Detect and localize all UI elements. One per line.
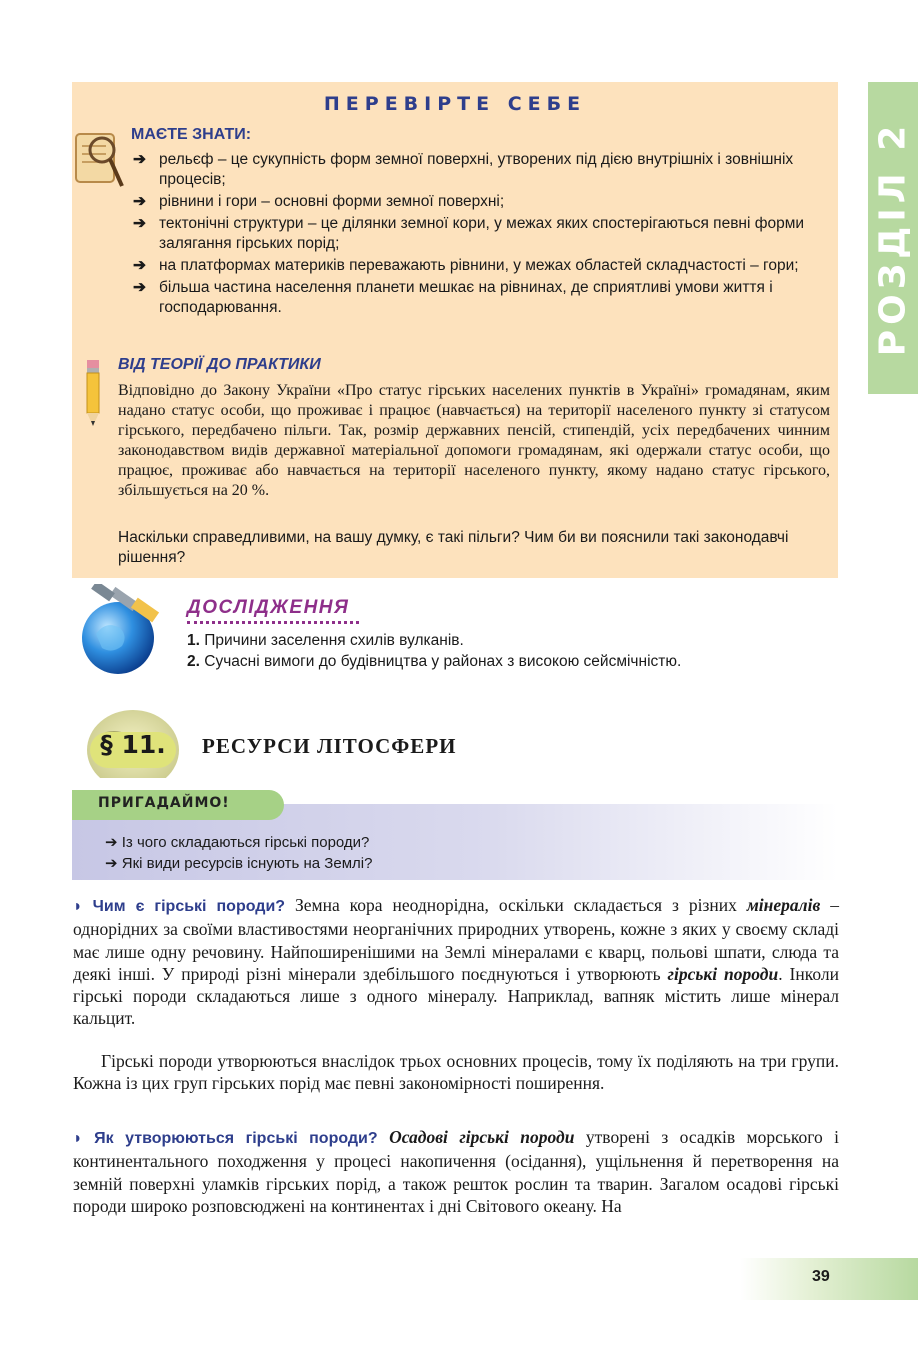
must-know-list	[131, 150, 831, 320]
list-item: ➔ більша частина населення планети мешкає на рівнинах, де сприятливі умови життя і господарювання.	[133, 279, 773, 316]
page-number: 39	[812, 1268, 830, 1285]
research-heading: ДОСЛІДЖЕННЯ	[187, 597, 350, 618]
list-item: ➔ рельєф – це сукупність форм земної поверхні, утворених під дією внутрішніх і зовнішніх процесів;	[133, 151, 794, 188]
body-paragraph-2: Гірські породи утворюються внаслідок трьох основних процесів, тому їх поділяють на три групи. Кожна із цих груп гірських порід має певні закономірності поширення.	[73, 1051, 839, 1094]
theory-practice-question: Наскільки справедливими, на вашу думку, є такі пільги? Чим би ви пояснили такі законодавчі рішення?	[118, 529, 789, 566]
arrow-icon: ➔	[105, 855, 118, 872]
globe-satellite-icon	[76, 584, 168, 676]
arrow-icon: ➔	[133, 257, 146, 274]
remember-label: ПРИГАДАЙМО!	[98, 795, 230, 811]
research-underline	[187, 621, 359, 624]
list-item: ➔ Із чого складаються гірські породи?	[105, 834, 370, 851]
arrow-icon: ➔	[133, 193, 146, 210]
section-title: РЕСУРСИ ЛІТОСФЕРИ	[202, 734, 457, 758]
theory-practice-text: Відповідно до Закону України «Про статус гірських населених пунктів в Україні» громадянам, яким надано статус особи, що проживає і працює (навчається) на території населеного пункту зі статусом гірського, передбачено пільги. Так, розмір державних пенсій, стипендій, усіх передбачених чинним законодавством видів державної матеріальної допомоги громадянам, які одержали статус особи, що працює, проживає або навчається на території населеного пункту, якому надано статус гірського, збільшується на 20 %.	[118, 382, 830, 499]
scroll-magnifier-icon	[72, 124, 126, 194]
arrow-icon: ➔	[133, 279, 146, 296]
research-list	[187, 630, 827, 672]
list-item: ➔ рівнини і гори – основні форми земної поверхні;	[133, 193, 505, 210]
list-item: ➔ Які види ресурсів існують на Землі?	[105, 855, 373, 872]
arrow-icon: ➔	[133, 151, 146, 168]
chapter-side-tab-label: РОЗДІЛ 2	[872, 120, 914, 356]
list-item: 2. Сучасні вимоги до будівництва у районах з високою сейсмічністю.	[187, 653, 682, 670]
list-item: 1. Причини заселення схилів вулканів.	[187, 632, 464, 649]
paragraph-bullet-icon: ◗	[73, 1130, 95, 1147]
theory-practice-heading: ВІД ТЕОРІЇ ДО ПРАКТИКИ	[118, 356, 321, 373]
list-item: ➔ тектонічні структури – це ділянки земної кори, у межах яких спостерігаються певні форми залягання гірських порід;	[133, 215, 805, 252]
body-paragraph-1: ◗ Чим є гірські породи? Земна кора неоднорідна, оскільки складається з різних мінералів – однорідних за своїми властивостями неорганічних природних утворень, кожне з яких у своєму складі має лише одну речовину. Найпоширенішими на Землі мінералами є кварц, польові шпати, слюда та деякі інші. У природі різні мінерали здебільшого поєднуються і утворюють гірські породи. Інколи гірські породи складаються лише з одного мінералу. Наприклад, вапняк містить лише мінерал кальцит.	[73, 895, 839, 1029]
body-paragraph-3: ◗ Як утворюються гірські породи? Осадові гірські породи утворені з осадків морського і континентального походження у процесі накопичення (осідання), ущільнення й перетворення на земній поверхні уламків гірських порід, а також решток рослин та тварин. Загалом осадові гірські породи широко розповсюджені на континентах і дні Світового океану. На	[73, 1127, 840, 1216]
pencil-icon	[82, 358, 104, 428]
list-item: ➔ на платформах материків переважають рівнини, у межах областей складчастості – гори;	[133, 257, 799, 274]
paragraph-lead: Чим є гірські породи?	[92, 898, 286, 915]
must-know-heading: МАЄТЕ ЗНАТИ:	[131, 126, 252, 143]
arrow-icon: ➔	[105, 834, 118, 851]
paragraph-bullet-icon: ◗	[73, 898, 93, 915]
chapter-side-tab-label-wrap	[868, 82, 918, 394]
section-number: § 11.	[100, 730, 166, 759]
paragraph-lead: Як утворюються гірські породи?	[94, 1130, 378, 1147]
remember-list	[105, 832, 372, 874]
arrow-icon: ➔	[133, 215, 146, 232]
check-yourself-title: ПЕРЕВІРТЕ СЕБЕ	[323, 93, 587, 115]
